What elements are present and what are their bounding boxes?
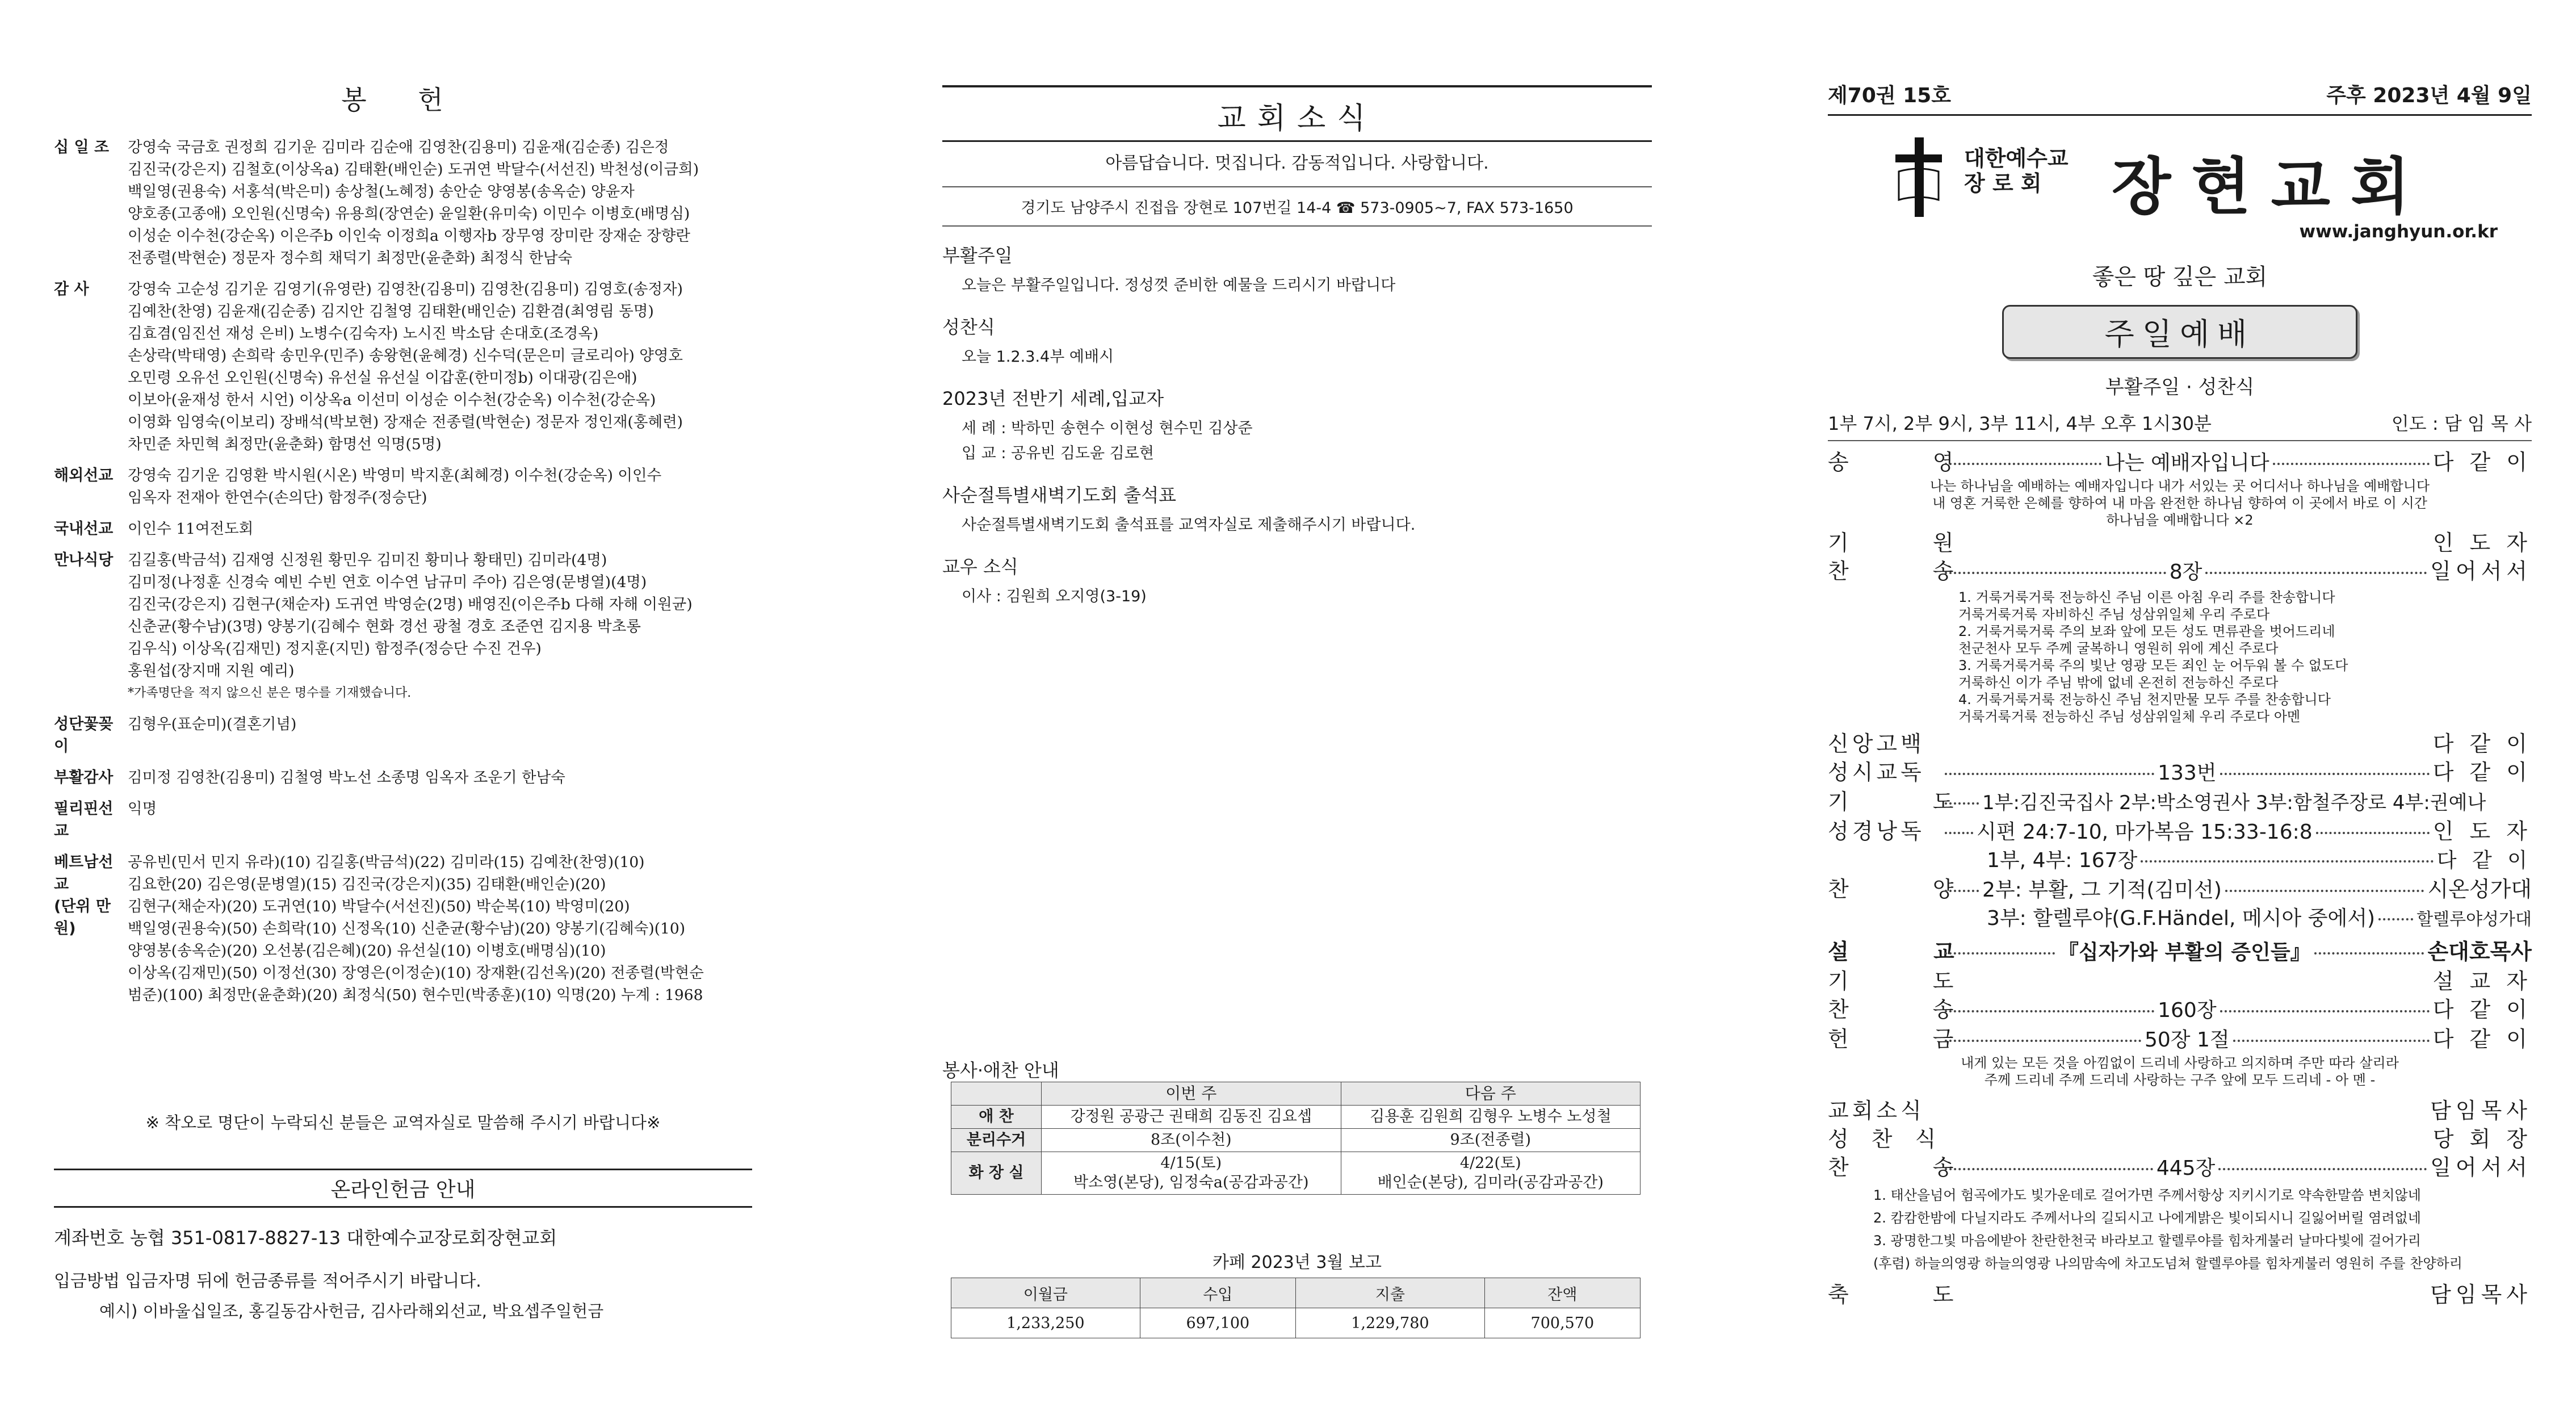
denomination-name: 대한예수교 장 로 회 <box>1964 146 2069 196</box>
welcome-text: 아름답습니다. 멋집니다. 감동적입니다. 사랑합니다. <box>1105 153 1489 173</box>
order-leader: 다 같 이 <box>2436 849 2532 872</box>
order-item <box>1828 967 2532 995</box>
order-subitem <box>1828 847 2532 875</box>
order-label: 축 도 <box>1828 1282 1992 1307</box>
order-item <box>1828 1125 2532 1153</box>
news-body: 이사 : 김원희 오지영(3-19) <box>962 588 1147 605</box>
service-name-box: 주일예배 <box>2002 305 2357 359</box>
order-item <box>1828 758 2532 788</box>
offering-song-lyrics: 내게 있는 모든 것을 아낌없이 드리네 사랑하고 의지하며 주만 따라 살리라 주께 드리네 주께 드리네 사랑하는 구주 앞에 모두 드리네 - 아 멘 - <box>1961 1055 2399 1088</box>
order-label: 헌 금 <box>1828 1027 1992 1052</box>
news-heading: 사순절특별새벽기도회 출석표 <box>942 484 1177 506</box>
offering-note: *가족명단을 적지 않으신 분은 명수를 기재했습니다. <box>128 686 412 700</box>
song-lyrics: 나는 하나님을 예배하는 예배자입니다 내가 서있는 곳 어디서나 하나님을 예배합니다 내 영혼 거룩한 은혜를 향하여 내 마음 완전한 하나님 향하여 이 곳에서 바로 이 시간 하나님을 예배합니다 ×2 <box>1929 478 2430 528</box>
bank-account: 계좌번호 농협 351-0817-8827-13 대한예수교장로회장현교회 <box>54 1227 557 1249</box>
service-schedule: 1부 7시, 2부 9시, 3부 11시, 4부 오후 1시30분 <box>1828 413 2212 434</box>
offering-row <box>54 464 752 509</box>
order-label: 찬 송 <box>1828 1155 1992 1180</box>
order-label: 성 찬 식 <box>1828 1127 1944 1152</box>
offering-names: 김길홍(박금석) 김재영 신정원 황민우 김미진 황미나 황태민) 김미라(4명) 김미정(나정훈 신경숙 예빈 수빈 연호 이수연 남규미 주아) 김은영(문병열)(4명) 김진국(강은지) 김현구(채순자) 도귀연 박영순(2명) 배영진(이은주b 다해 자해 이원균) 신춘균(황수남)(3명) 양봉기(김혜수 현화 경선 광철 경호 조준연 김지용 박초롱 김우식) 이상옥(김재민) 정지훈(지민) 함정주(정승단 수진 건우) 홍원섭(장지매 지원 예리) <box>128 551 693 680</box>
order-leader: 다 같 이 <box>2432 760 2532 785</box>
service-title: 봉사·애찬 안내 <box>942 1060 1059 1081</box>
order-content: 3부: 할렐루야(G.F.Händel, 메시아 중에서) <box>1987 907 2376 930</box>
offering-row <box>54 767 752 789</box>
order-label: 찬 송 <box>1828 559 1992 584</box>
order-content: 1부:김진국집사 2부:박소영권사 3부:함철주장로 4부:권예나 <box>1982 792 2486 814</box>
offering-names: 강영숙 김기운 김영환 박시원(시온) 박영미 박지훈(최혜경) 이수천(강순옥) 이인수 임옥자 전재아 한연수(손의단) 함정주(정승단) <box>128 467 662 506</box>
order-label: 성경낭독 <box>1828 819 1925 844</box>
church-logo <box>1828 132 2532 223</box>
cafe-report-table <box>951 1278 1641 1338</box>
order-leader: 시온성가대 <box>2427 877 2532 902</box>
order-label: 신앙고백 <box>1828 731 1925 756</box>
order-of-worship <box>1828 448 2532 1309</box>
table-header: 잔액 <box>1484 1278 1640 1308</box>
offering-names: 김형우(표순미)(결혼기념) <box>128 715 297 733</box>
news-heading: 교우 소식 <box>942 556 1018 577</box>
offering-category: 만나식당 <box>54 551 114 569</box>
worship-column <box>1828 0 2532 1415</box>
table-cell: 697,100 <box>1140 1308 1295 1338</box>
online-offering-box <box>54 1169 752 1322</box>
order-label: 찬 송 <box>1828 997 1992 1022</box>
order-content: 시편 24:7-10, 마가복음 15:33-16:8 <box>1977 820 2313 844</box>
service-times <box>1828 409 2532 441</box>
offering-category: 국내선교 <box>54 520 114 538</box>
table-row <box>951 1129 1641 1152</box>
order-leader: 다 같 이 <box>2432 731 2532 756</box>
online-offering-title: 온라인헌금 안내 <box>54 1169 752 1208</box>
table-row <box>951 1152 1641 1195</box>
deposit-example: 예시) 이바울십일조, 홍길동감사헌금, 김사라해외선교, 박요셉주일헌금 <box>99 1301 604 1321</box>
order-content: 445장 <box>2156 1157 2216 1180</box>
offering-row <box>54 518 752 540</box>
offering-names: 강영숙 국금호 권정희 김기운 김미라 김순애 김영찬(김용미) 김윤재(김순종) 김은정 김진국(강은지) 김철호(이상옥a) 김태환(배인순) 도귀연 박달수(서선진) 박천성(이금희) 백일영(권용숙) 서홍석(박은미) 송상철(노혜정) 송안순 양영봉(송옥순) 양윤자 양호종(고종애) 오인원(신명숙) 유용희(장연순) 윤일환(유미숙) 이민수 이병호(배명심) 이성순 이수천(강순옥) 이은주b 이인숙 이정희a 이행자b 장무영 장미란 장재순 장향란 전종렬(박현순) 정문자 정수희 채덕기 최정만(윤춘화) 최정식 한남숙 <box>128 139 699 267</box>
news-item <box>942 241 1652 298</box>
order-label: 기 원 <box>1828 530 1992 555</box>
news-body: 사순절특별새벽기도회 출석표를 교역자실로 제출해주시기 바랍니다. <box>962 516 1416 534</box>
order-leader: 인 도 자 <box>2432 530 2532 555</box>
order-label: 설 교 <box>1828 939 1993 964</box>
offering-row <box>54 549 752 682</box>
table-cell: 4/22(토) 배인순(본당), 김미라(공감과공간) <box>1341 1152 1641 1195</box>
church-website: www.janghyun.or.kr <box>2299 221 2498 242</box>
order-item <box>1828 1153 2532 1183</box>
offering-list <box>54 136 752 1006</box>
offering-category: 해외선교 <box>54 467 114 484</box>
hymn-lyrics: 1. 태산을넘어 험곡에가도 빛가운데로 걸어가면 주께서항상 지키시기로 약속한말씀 변치않네 2. 캄캄한밤에 다닐지라도 주께서나의 길되시고 나에게밝은 빛이되시니 길잃어버릴 염려없네 3. 광명한그빛 마음에받아 찬란한천국 바라보고 할렐루야를 힘차게불러 날마다빛에 걸어가리 (후렴) 하늘의영광 하늘의영광 나의맘속에 차고도넘쳐 할렐루야를 힘차게불러 영원히 주를 찬양하리 <box>1873 1187 2462 1271</box>
church-name: 장현교회 <box>2112 151 2431 223</box>
order-label: 기 도 <box>1828 969 1992 994</box>
offering-category: 부활감사 <box>54 769 114 786</box>
volume-number: 제70권 15호 <box>1828 84 1952 107</box>
offering-category: 감 사 <box>54 281 89 298</box>
offering-title: 봉 헌 <box>341 85 465 115</box>
order-label: 성시교독 <box>1828 760 1925 785</box>
order-leader: 일어서서 <box>2430 559 2532 584</box>
news-item <box>942 384 1652 466</box>
offering-row <box>54 682 752 704</box>
order-leader: 인 도 자 <box>2432 819 2532 844</box>
news-item <box>942 481 1652 538</box>
table-header: 수입 <box>1140 1278 1295 1308</box>
order-item <box>1828 1096 2532 1125</box>
offering-names: 익명 <box>128 800 157 818</box>
order-content: 160장 <box>2158 999 2217 1022</box>
table-cell: 김용훈 김원희 김형우 노병수 노성철 <box>1341 1106 1641 1129</box>
news-body: 오늘은 부활주일입니다. 정성껏 준비한 예물을 드리시기 바랍니다 <box>962 277 1396 294</box>
table-header: 이번 주 <box>1042 1082 1341 1106</box>
offering-row <box>54 798 752 842</box>
table-header: 이월금 <box>951 1278 1140 1308</box>
bulletin-date: 주후 2023년 4월 9일 <box>2326 84 2532 107</box>
order-content: 50장 1절 <box>2145 1028 2230 1052</box>
news-title: 교회소식 <box>942 85 1652 142</box>
order-item <box>1828 529 2532 557</box>
offering-names: 이인수 11여전도회 <box>128 520 254 538</box>
order-content: 나는 예배자입니다 <box>2105 451 2269 475</box>
table-header <box>951 1082 1042 1106</box>
order-leader: 일어서서 <box>2430 1155 2532 1180</box>
sermon-title: 『십자가와 부활의 증인들』 <box>2058 941 2311 964</box>
news-heading: 부활주일 <box>942 245 1013 266</box>
offering-category: 십 일 조 <box>54 139 110 156</box>
row-label: 분리수거 <box>951 1129 1042 1152</box>
order-leader: 담임목사 <box>2430 1282 2532 1307</box>
missing-notice: ※ 착오로 명단이 누락되신 분들은 교역자실로 말씀해 주시기 바랍니다※ <box>145 1113 661 1132</box>
news-item <box>942 313 1652 370</box>
order-label: 기 도 <box>1828 789 1992 814</box>
order-leader: 설 교 자 <box>2432 969 2532 994</box>
row-label: 화 장 실 <box>951 1152 1042 1195</box>
order-label: 교회소식 <box>1828 1098 1925 1123</box>
table-header: 다음 주 <box>1341 1082 1641 1106</box>
order-leader: 담임목사 <box>2430 1098 2532 1123</box>
service-table <box>951 1082 1641 1195</box>
hymn-lyrics: 1. 거룩거룩거룩 전능하신 주님 이른 아침 우리 주를 찬송합니다 거룩거룩거룩 자비하신 주님 성삼위일체 우리 주로다 2. 거룩거룩거룩 주의 보좌 앞에 모든 성도 면류관을 벗어드리네 천군천사 모두 주께 굴복하니 영원히 위에 계신 주로다 3. 거룩거룩거룩 주의 빛난 영광 모든 죄인 눈 어두워 볼 수 없도다 거룩하신 이가 주님 밖에 없네 온전히 전능하신 주로다 4. 거룩거룩거룩 전능하신 주님 천지만물 모두 주를 찬송합니다 거룩거룩거룩 전능하신 주님 성삼위일체 우리 주로다 아멘 <box>1958 589 2348 725</box>
service-occasion: 부활주일 · 성찬식 <box>2105 376 2255 399</box>
order-item <box>1828 1025 2532 1054</box>
row-label: 애 찬 <box>951 1106 1042 1129</box>
order-item <box>1828 875 2532 905</box>
offering-row <box>54 713 752 757</box>
table-row <box>951 1082 1641 1106</box>
news-body: 오늘 1.2.3.4부 예배시 <box>962 348 1114 366</box>
news-body: 세 례 : 박하민 송현수 이현성 현수민 김상준 입 교 : 공유빈 김도윤 김로현 <box>962 420 1253 462</box>
offering-names: 공유빈(민서 민지 유라)(10) 김길홍(박금석)(22) 김미라(15) 김예찬(찬영)(10) 김요한(20) 김은영(문병열)(15) 김진국(강은지)(35) 김태환(배인순)(20) 김현구(채순자)(20) 도귀연(10) 박달수(서선진)(50) 박순복(10) 박영미(20) 백일영(권용숙)(50) 손희락(10) 신정옥(10) 신춘균(황수남)(20) 양봉기(김혜숙)(10) 양영봉(송옥순)(20) 오선봉(김은혜)(20) 유선실(10) 이병호(배명심)(10) 이상옥(김재민)(50) 이정선(30) 장영은(이정순)(10) 장재환(김선옥)(20) 전종렬(박현순 범준)(100) 최정만(윤춘화)(20) 최정식(50) 현수민(박종훈)(10) 익명(20) 누계 : 1968 <box>128 853 704 1004</box>
table-cell: 9조(전종렬) <box>1341 1129 1641 1152</box>
order-leader: 다 같 이 <box>2432 997 2532 1022</box>
church-motto: 좋은 땅 깊은 교회 <box>2092 264 2268 290</box>
offering-category: 베트남선교 (단위 만원) <box>54 853 114 937</box>
table-cell: 강정원 공광근 권태희 김동진 김요셉 <box>1042 1106 1341 1129</box>
news-heading: 2023년 전반기 세례,입교자 <box>942 388 1164 409</box>
order-content: 2부: 부활, 그 기적(김미선) <box>1982 878 2222 902</box>
church-address: 경기도 남양주시 진접읍 장현로 107번길 14-4 ☎ 573-0905~7, FAX 573-1650 <box>942 186 1652 227</box>
cross-icon <box>1893 137 1944 217</box>
order-item <box>1828 995 2532 1025</box>
order-leader: 다 같 이 <box>2432 1027 2532 1052</box>
offering-names: 김미정 김영찬(김용미) 김철영 박노선 소종명 임옥자 조운기 한남숙 <box>128 769 565 786</box>
order-item <box>1828 557 2532 587</box>
order-label: 찬 양 <box>1828 877 1992 902</box>
order-item <box>1828 788 2532 817</box>
order-item <box>1828 448 2532 478</box>
news-column <box>942 0 1652 1415</box>
table-cell: 1,233,250 <box>951 1308 1140 1338</box>
cafe-report-title: 카페 2023년 3월 보고 <box>1213 1253 1382 1272</box>
deposit-method: 입금방법 입금자명 뒤에 헌금종류를 적어주시기 바랍니다. <box>54 1271 481 1291</box>
bulletin-header <box>1828 79 2532 116</box>
news-heading: 성찬식 <box>942 316 995 338</box>
table-row <box>951 1278 1641 1308</box>
offering-category <box>54 682 128 704</box>
table-row <box>951 1308 1641 1338</box>
order-item <box>1828 937 2532 967</box>
order-content: 1부, 4부: 167장 <box>1987 849 2138 872</box>
order-item <box>1828 730 2532 758</box>
order-leader: 할렐루야성가대 <box>2416 910 2532 930</box>
order-label: 송 영 <box>1828 450 1992 475</box>
table-cell: 1,229,780 <box>1295 1308 1484 1338</box>
service-leader: 인도 : 담 임 목 사 <box>2391 413 2532 434</box>
order-content: 133번 <box>2158 761 2217 785</box>
offering-names: 강영숙 고순성 김기운 김영기(유영란) 김영찬(김용미) 김영찬(김용미) 김영호(송정자) 김예찬(찬영) 김윤재(김순종) 김지안 김철영 김태환(배인순) 김환겸(최영림 동명) 김효겸(임진선 재성 은비) 노병수(김숙자) 노시진 박소담 손대호(조경옥) 손상락(박태영) 손희락 송민우(민주) 송왕현(윤혜경) 신수덕(문은미 글로리아) 양영호 오민령 오유선 오인원(신명숙) 유선실 유선실 이갑훈(한미정b) 이대광(김은애) 이보아(윤재성 한서 시언) 이상옥a 이선미 이성순 이수천(강순옥) 이수천(강순옥) 이영화 임영숙(이보리) 장배석(박보현) 장재순 전종렬(박현순) 정문자 정인재(홍혜련) 차민준 차민혁 최정만(윤춘화) 함명선 익명(5명) <box>128 281 683 453</box>
table-cell: 700,570 <box>1484 1308 1640 1338</box>
order-item <box>1828 817 2532 847</box>
offering-category: 성단꽃꽂이 <box>54 715 114 755</box>
table-row <box>951 1106 1641 1129</box>
news-item <box>942 552 1652 609</box>
table-cell: 8조(이수천) <box>1042 1129 1341 1152</box>
table-header: 지출 <box>1295 1278 1484 1308</box>
table-cell: 4/15(토) 박소영(본당), 임정숙a(공감과공간) <box>1042 1152 1341 1195</box>
order-content: 8장 <box>2169 560 2202 584</box>
order-leader: 다 같 이 <box>2432 450 2532 475</box>
offering-row <box>54 136 752 269</box>
offering-category: 필리핀선교 <box>54 800 114 840</box>
preacher: 손대호목사 <box>2427 939 2532 964</box>
offering-row <box>54 851 752 1006</box>
order-item <box>1828 1280 2532 1309</box>
order-subitem <box>1828 905 2532 934</box>
order-leader: 당 회 장 <box>2432 1127 2532 1152</box>
offering-column <box>54 0 752 1415</box>
offering-row <box>54 278 752 455</box>
